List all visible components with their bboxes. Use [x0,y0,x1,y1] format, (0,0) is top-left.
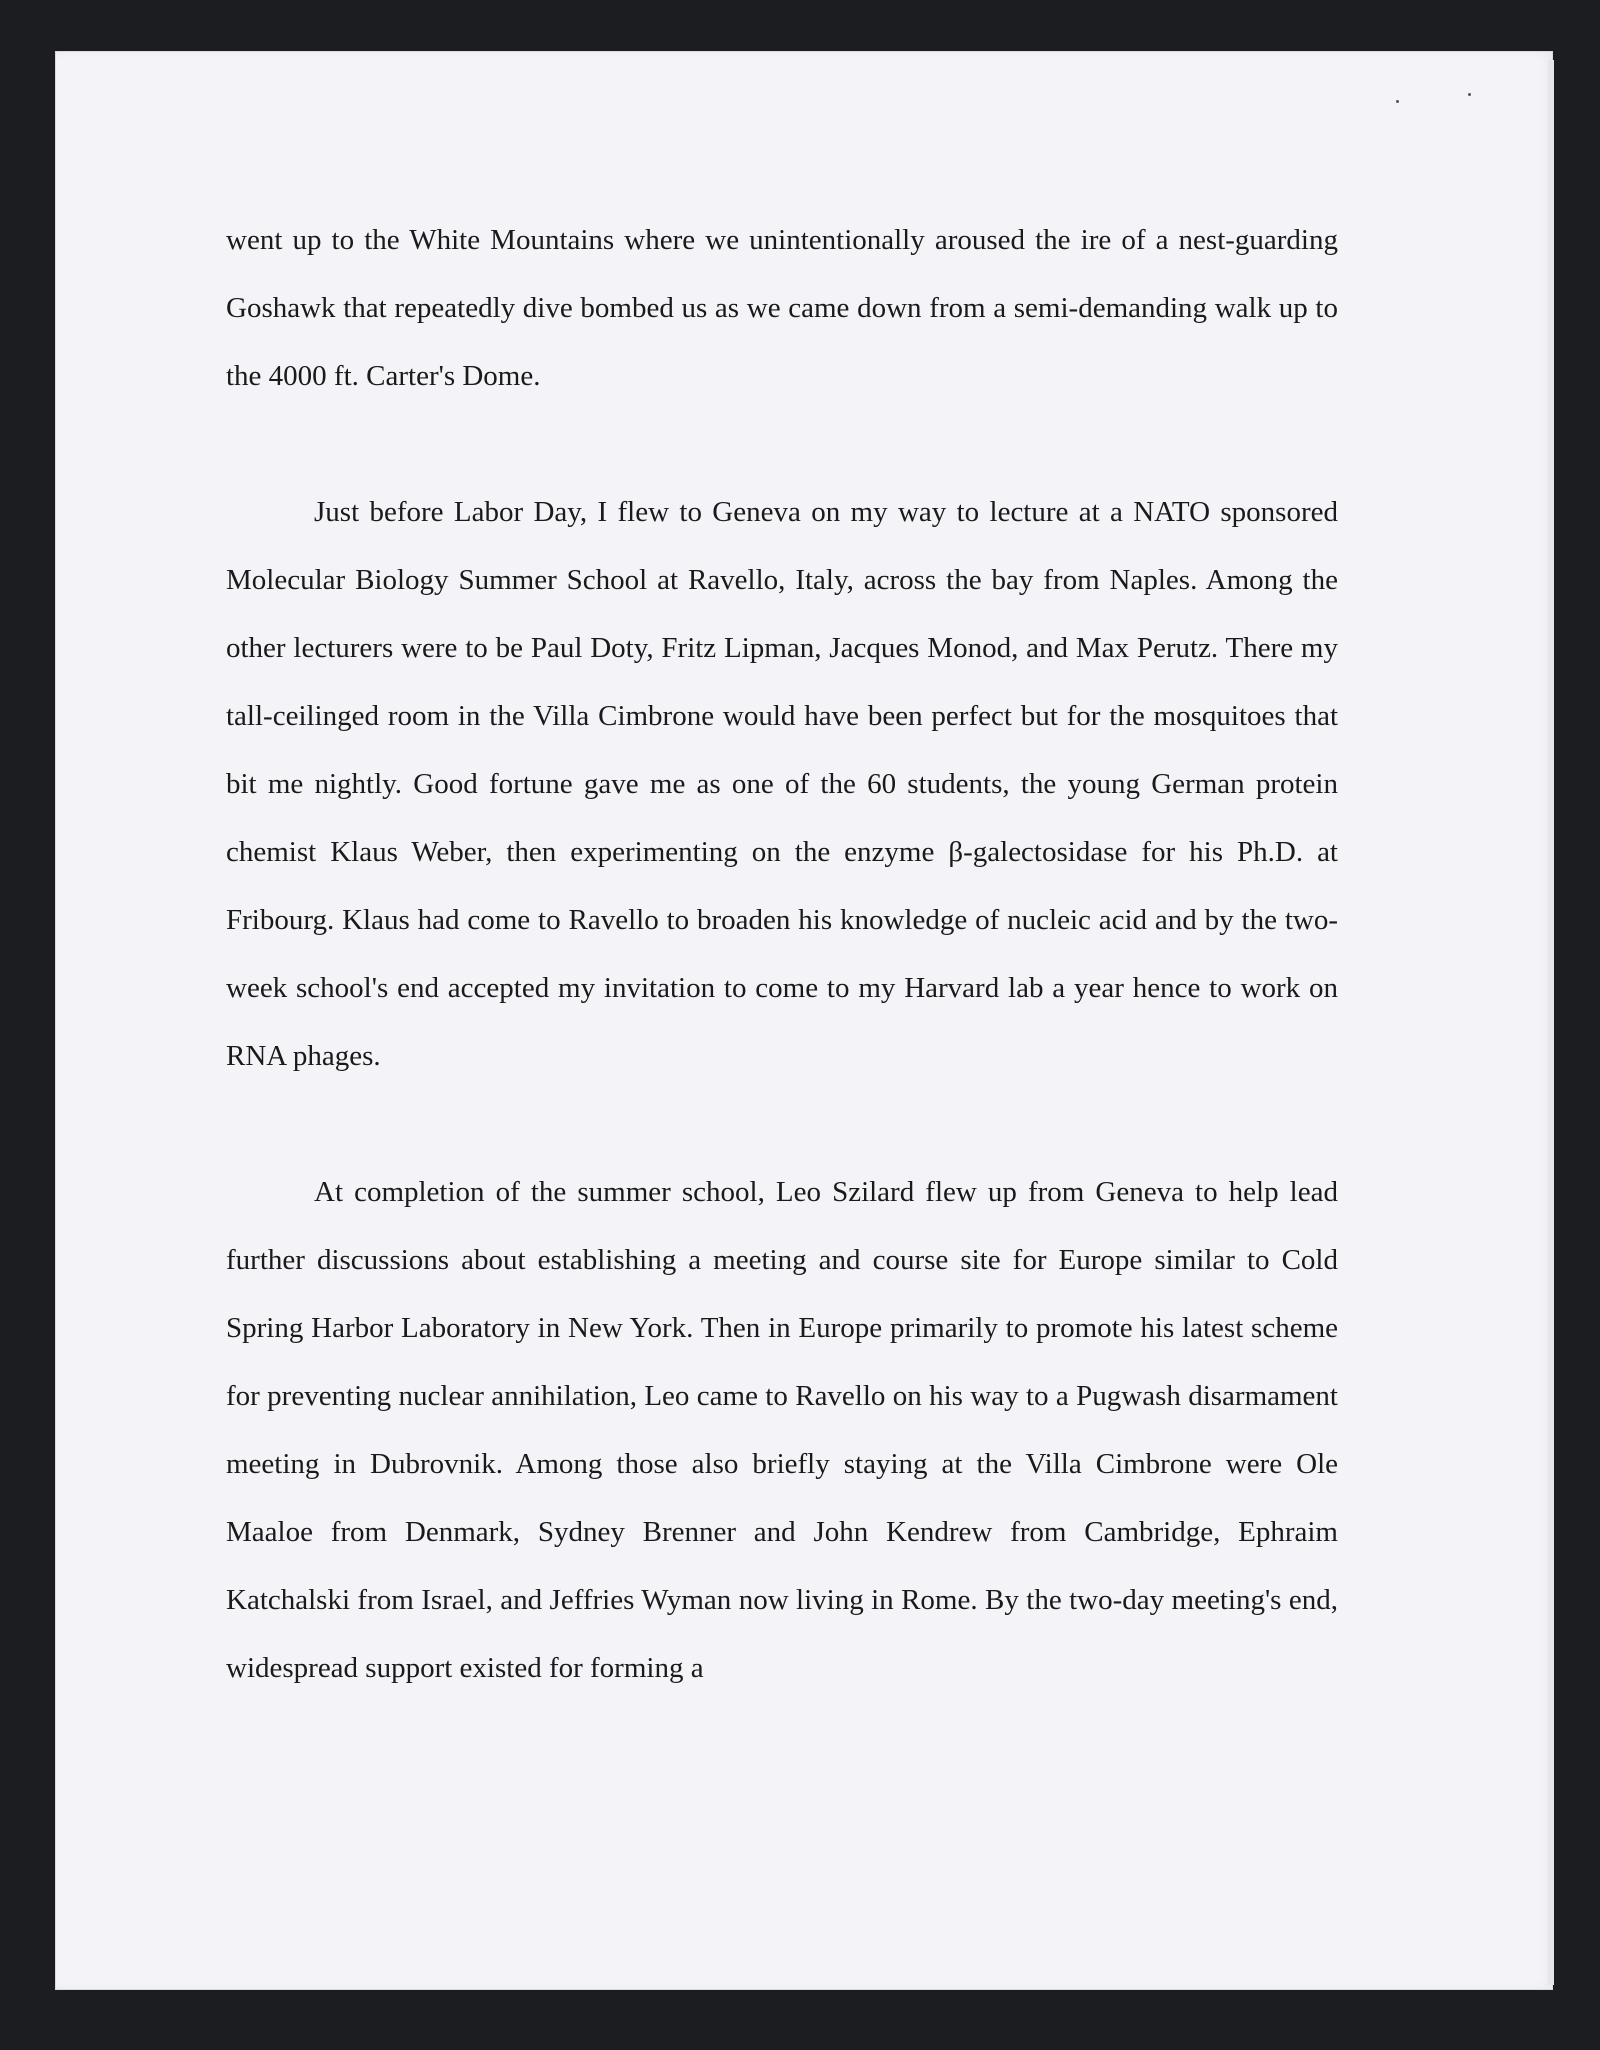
paper-speck [1468,93,1471,96]
paper-speck [1396,100,1399,103]
paragraph-1: went up to the White Mountains where we unintentionally aroused the ire of a nest-guarding Goshawk that repeatedly dive bombed us as we came down from a semi-demanding walk up to the 4000 ft. Carter's Dome. [226,224,1338,392]
document-body [226,206,1338,1770]
paragraph-3: At completion of the summer school, Leo Szilard flew up from Geneva to help lead further discussions about establishing a meeting and course site for Europe similar to Cold Spring Harbor Laboratory in New York. Then in Europe primarily to promote his latest scheme for preventing nuclear annihilation, Leo came to Ravello on his way to a Pugwash disarmament meeting in Dubrovnik. Among those also briefly staying at the Villa Cimbrone were Ole Maaloe from Denmark, Sydney Brenner and John Kendrew from Cambridge, Ephraim Katchalski from Israel, and Jeffries Wyman now living in Rome. By the two-day meeting's end, widespread support existed for forming a [226,1176,1338,1684]
paragraph-2: Just before Labor Day, I flew to Geneva on my way to lecture at a NATO sponsored Molecular Biology Summer School at Ravello, Italy, across the bay from Naples. Among the other lecturers were to be Paul Doty, Fritz Lipman, Jacques Monod, and Max Perutz. There my tall-ceilinged room in the Villa Cimbrone would have been perfect but for the mosquitoes that bit me nightly. Good fortune gave me as one of the 60 students, the young German protein chemist Klaus Weber, then experimenting on the enzyme β-galectosidase for his Ph.D. at Fribourg. Klaus had come to Ravello to broaden his knowledge of nucleic acid and by the two-week school's end accepted my invitation to come to my Harvard lab a year hence to work on RNA phages. [226,496,1338,1072]
page-edge [1548,60,1554,1985]
